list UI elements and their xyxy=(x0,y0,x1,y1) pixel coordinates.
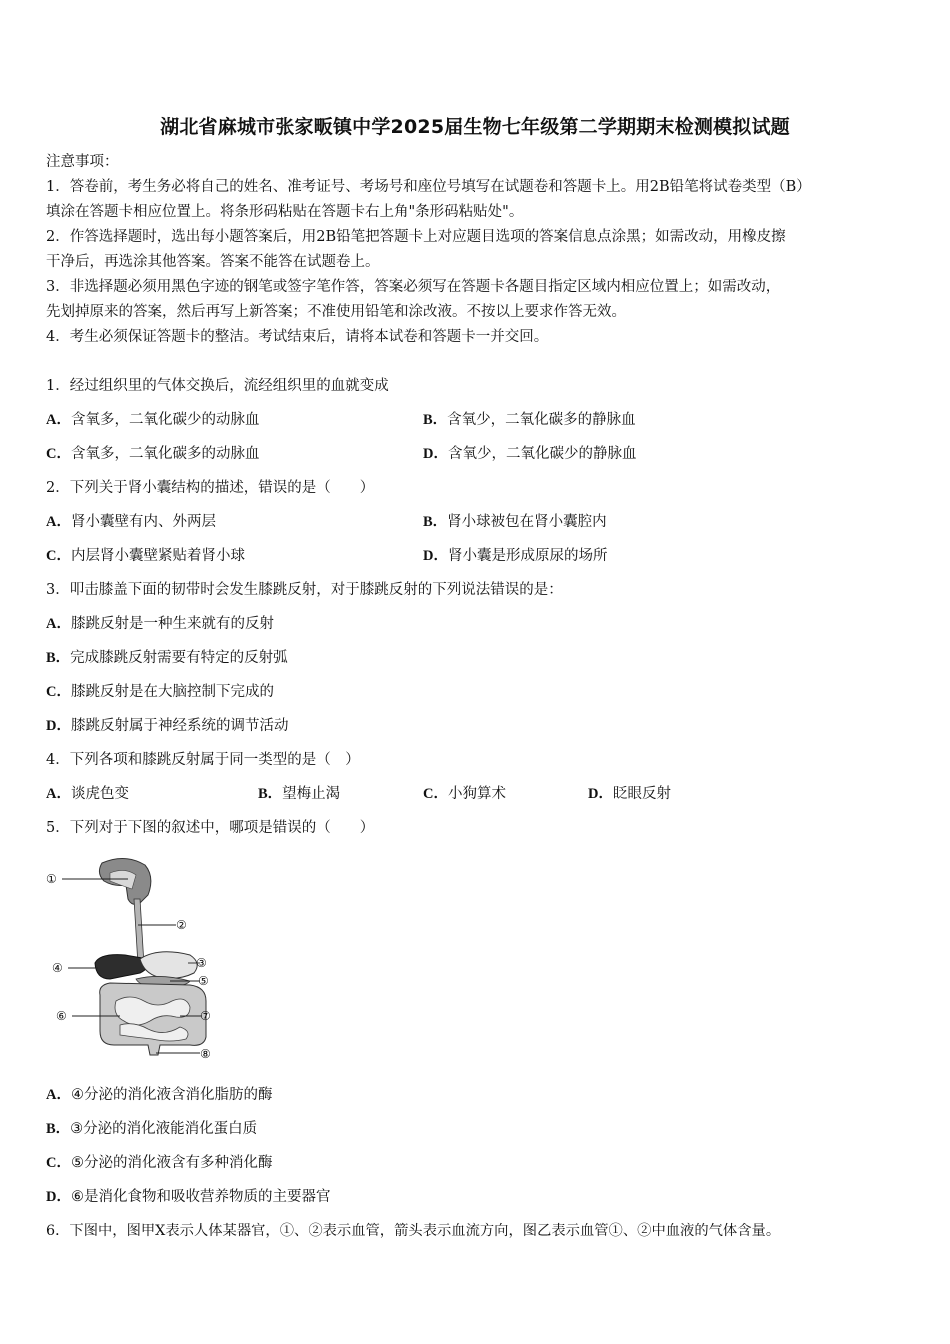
option-b-label: B． xyxy=(423,514,448,530)
option-d-label: D． xyxy=(588,786,613,802)
q1-option-b: 含氧少，二氧化碳多的静脉血 xyxy=(447,412,636,428)
q1-option-d: 含氧少，二氧化碳少的静脉血 xyxy=(447,446,637,462)
mouth-cavity xyxy=(110,870,136,889)
question-4-options xyxy=(46,784,671,804)
q4-option-a: 谈虎色变 xyxy=(70,786,129,802)
question-3-option-c xyxy=(46,682,274,702)
question-2-row-cd xyxy=(46,546,608,566)
page-title: 湖北省麻城市张家畈镇中学2025届生物七年级第二学期期末检测模拟试题 xyxy=(160,116,790,138)
figure-label-8: ⑧ xyxy=(200,1047,211,1061)
question-1-row-cd xyxy=(46,444,637,464)
question-5-option-d xyxy=(46,1187,330,1207)
stomach-shape xyxy=(140,952,197,979)
question-5-option-c xyxy=(46,1153,272,1173)
q4-option-d: 眨眼反射 xyxy=(612,786,671,802)
figure-label-3: ③ xyxy=(196,956,207,970)
question-5-stem: 5．下列对于下图的叙述中，哪项是错误的（ ） xyxy=(46,820,375,836)
option-a-label: A． xyxy=(46,616,71,632)
option-b-label: B． xyxy=(258,786,283,802)
option-b-label: B． xyxy=(46,650,71,666)
notice-line: 先划掉原来的答案，然后再写上新答案；不准使用铅笔和涂改液。不按以上要求作答无效。 xyxy=(46,304,626,320)
figure-label-1: ① xyxy=(46,872,57,886)
figure-label-5: ⑤ xyxy=(198,974,209,988)
q2-option-c: 内层肾小囊壁紧贴着肾小球 xyxy=(70,548,245,564)
question-3-option-b xyxy=(46,648,288,668)
q1-option-c: 含氧多，二氧化碳多的动脉血 xyxy=(70,446,260,462)
notice-line: 4．考生必须保证答题卡的整洁。考试结束后，请将本试卷和答题卡一并交回。 xyxy=(46,329,549,345)
q3-option-d: 膝跳反射属于神经系统的调节活动 xyxy=(70,718,289,734)
q5-option-a: ④分泌的消化液含消化脂肪的酶 xyxy=(70,1087,273,1103)
q3-option-b: 完成膝跳反射需要有特定的反射弧 xyxy=(70,650,288,666)
option-c-label: C． xyxy=(46,446,71,462)
question-2-row-ab xyxy=(46,512,607,532)
option-d-label: D． xyxy=(423,446,448,462)
question-3-option-a xyxy=(46,614,274,634)
option-c-label: C． xyxy=(46,548,71,564)
notice-line: 1．答卷前，考生务必将自己的姓名、准考证号、考场号和座位号填写在试题卷和答题卡上。用2B铅笔将试卷类型（B） xyxy=(46,179,811,195)
digestive-system-figure xyxy=(40,855,225,1065)
question-3-stem: 3．叩击膝盖下面的韧带时会发生膝跳反射，对于膝跳反射的下列说法错误的是： xyxy=(46,582,563,598)
option-d-label: D． xyxy=(423,548,448,564)
question-5-option-a xyxy=(46,1085,272,1105)
option-b-label: B． xyxy=(423,412,448,428)
question-5-option-b xyxy=(46,1119,257,1139)
figure-label-7: ⑦ xyxy=(200,1009,211,1023)
q3-option-a: 膝跳反射是一种生来就有的反射 xyxy=(70,616,274,632)
figure-label-2: ② xyxy=(176,918,187,932)
option-c-label: C． xyxy=(423,786,448,802)
question-1-row-ab xyxy=(46,410,636,430)
figure-label-4: ④ xyxy=(52,961,63,975)
option-b-label: B． xyxy=(46,1121,71,1137)
question-6-stem: 6．下图中，图甲X表示人体某器官，①、②表示血管，箭头表示血流方向，图乙表示血管①、②中血液的气体含量。 xyxy=(46,1223,781,1239)
q2-option-b: 肾小球被包在肾小囊腔内 xyxy=(447,514,607,530)
q5-option-c: ⑤分泌的消化液含有多种消化酶 xyxy=(70,1155,273,1171)
option-d-label: D． xyxy=(46,1189,71,1205)
q1-option-a: 含氧多，二氧化碳少的动脉血 xyxy=(70,412,260,428)
q2-option-a: 肾小囊壁有内、外两层 xyxy=(70,514,216,530)
option-a-label: A． xyxy=(46,786,71,802)
question-4-stem: 4．下列各项和膝跳反射属于同一类型的是（ ） xyxy=(46,752,360,768)
q4-option-b: 望梅止渴 xyxy=(282,786,341,802)
q4-option-c: 小狗算术 xyxy=(447,786,506,802)
option-a-label: A． xyxy=(46,1087,71,1103)
notice-heading: 注意事项： xyxy=(46,154,119,170)
q2-option-d: 肾小囊是形成原尿的场所 xyxy=(447,548,608,564)
q3-option-c: 膝跳反射是在大脑控制下完成的 xyxy=(70,684,274,700)
option-a-label: A． xyxy=(46,412,71,428)
q5-option-d: ⑥是消化食物和吸收营养物质的主要器官 xyxy=(70,1189,331,1205)
notice-line: 2．作答选择题时，选出每小题答案后，用2B铅笔把答题卡上对应题目选项的答案信息点涂黑；如需改动，用橡皮擦 xyxy=(46,229,786,245)
question-3-option-d xyxy=(46,716,288,736)
option-a-label: A． xyxy=(46,514,71,530)
option-c-label: C． xyxy=(46,1155,71,1171)
notice-line: 干净后，再选涂其他答案。答案不能答在试题卷上。 xyxy=(46,254,380,270)
option-d-label: D． xyxy=(46,718,71,734)
question-1-stem: 1．经过组织里的气体交换后，流经组织里的血就变成 xyxy=(46,378,389,394)
option-c-label: C． xyxy=(46,684,71,700)
notice-line: 填涂在答题卡相应位置上。将条形码粘贴在答题卡右上角"条形码粘贴处"。 xyxy=(46,204,524,220)
notice-line: 3．非选择题必须用黑色字迹的钢笔或签字笔作答，答案必须写在答题卡各题目指定区域内相应位置上；如需改动， xyxy=(46,279,781,295)
esophagus-shape xyxy=(134,899,144,965)
figure-label-6: ⑥ xyxy=(56,1009,67,1023)
question-2-stem: 2．下列关于肾小囊结构的描述，错误的是（ ） xyxy=(46,480,375,496)
q5-option-b: ③分泌的消化液能消化蛋白质 xyxy=(70,1121,258,1137)
